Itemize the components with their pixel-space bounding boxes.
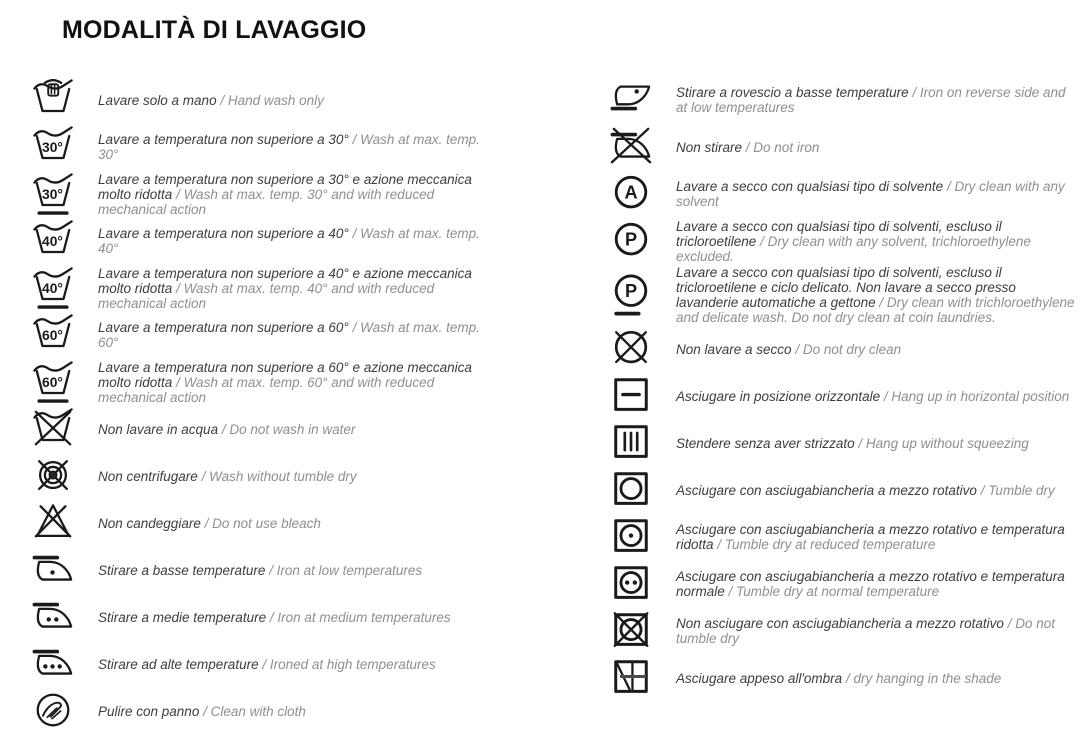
- label-italian: Non stirare: [676, 139, 743, 155]
- label-italian: Non lavare a secco: [676, 341, 792, 357]
- care-label: [98, 704, 306, 719]
- label-italian: Asciugare con asciugabiancheria a mezzo rotativo: [676, 482, 977, 498]
- columns-wrapper: [30, 77, 1090, 735]
- svg-text:60°: 60°: [42, 374, 63, 391]
- hand-wash-icon: [30, 77, 76, 123]
- label-italian: Lavare a temperatura non superiore a 40° e azione meccanica molto ridotta: [98, 265, 472, 296]
- care-label: [676, 85, 1076, 115]
- care-row: [30, 218, 578, 264]
- cropped-element-mark: [620, 675, 646, 678]
- care-label: [98, 320, 498, 350]
- care-label: [98, 516, 321, 531]
- care-label: [676, 219, 1076, 264]
- label-english: / Do not use bleach: [204, 515, 321, 531]
- care-label: [98, 226, 498, 256]
- no-iron-icon: [608, 124, 654, 170]
- care-label: [676, 616, 1076, 646]
- dry-clean-circle-underline-p-icon: [608, 272, 654, 318]
- no-dry-clean-icon: [608, 326, 654, 372]
- care-label: [98, 132, 498, 162]
- label-italian: Asciugare in posizione orizzontale: [676, 388, 881, 404]
- care-row: [608, 373, 1090, 419]
- dry-in-shade-icon: [608, 655, 654, 701]
- care-label: [676, 265, 1076, 325]
- iron-reverse-icon: [608, 77, 654, 123]
- tumble-dry-2-dot-icon: [608, 561, 654, 607]
- label-english: / Wash at max. temp. 60°: [98, 320, 480, 350]
- care-label: [676, 671, 1001, 686]
- care-label: [98, 93, 324, 108]
- label-italian: Lavare a temperatura non superiore a 60° e azione meccanica molto ridotta: [98, 359, 472, 390]
- label-italian: Stirare a basse temperature: [98, 562, 266, 578]
- tumble-dry-icon: [608, 467, 654, 513]
- dry-flat-icon: [608, 373, 654, 419]
- clean-with-cloth-icon: [30, 688, 76, 734]
- label-italian: Lavare a secco con qualsiasi tipo di solventi, escluso il tricloroetilene e ciclo delicato. Non lavare a secco presso lavanderie automatiche a gettone: [676, 265, 1016, 310]
- care-row: [30, 594, 578, 640]
- label-english: / Clean with cloth: [203, 703, 306, 719]
- label-english: / Do not tumble dry: [676, 616, 1055, 646]
- svg-text:60°: 60°: [42, 327, 63, 344]
- label-italian: Non asciugare con asciugabiancheria a mezzo rotativo: [676, 616, 1004, 631]
- dry-clean-circle-a-icon: [608, 171, 654, 217]
- left-column: [30, 77, 578, 735]
- label-english: / Dry clean with any solvent, trichloroethylene excluded.: [676, 233, 1031, 264]
- care-row: [608, 77, 1090, 123]
- label-english: / Wash at max. temp. 40° and with reduced mechanical action: [98, 280, 435, 311]
- drip-dry-icon: [608, 420, 654, 466]
- wash-30-icon: [30, 124, 76, 170]
- label-italian: Stirare ad alte temperature: [98, 656, 259, 672]
- care-row: [30, 359, 578, 405]
- label-english: / Hang up without squeezing: [858, 435, 1029, 451]
- wash-underline-30-icon: [30, 171, 76, 217]
- care-row: [608, 265, 1090, 325]
- care-label: [98, 657, 436, 672]
- care-label: [676, 389, 1069, 404]
- iron-2-dot-icon: [30, 594, 76, 640]
- care-label: [676, 179, 1076, 209]
- label-english: / Wash at max. temp. 40°: [98, 226, 480, 256]
- label-english: / Do not dry clean: [795, 341, 902, 357]
- no-bleach-icon: [30, 500, 76, 546]
- care-label: [98, 172, 498, 217]
- wash-60-icon: [30, 312, 76, 358]
- svg-text:P: P: [624, 280, 638, 301]
- label-english: / Hang up in horizontal position: [883, 388, 1070, 404]
- right-column: [608, 77, 1090, 735]
- care-row: [30, 641, 578, 687]
- care-row: [608, 218, 1090, 264]
- label-italian: Non candeggiare: [98, 515, 201, 531]
- tumble-dry-1-dot-icon: [608, 514, 654, 560]
- label-english: / Wash at max. temp. 30°: [98, 132, 480, 162]
- label-italian: Asciugare con asciugabiancheria a mezzo rotativo e temperatura ridotta: [676, 522, 1065, 552]
- care-label: [676, 483, 1055, 498]
- wash-underline-60-icon: [30, 359, 76, 405]
- wash-underline-40-icon: [30, 265, 76, 311]
- label-italian: Stendere senza aver strizzato: [676, 435, 855, 451]
- label-english: / Wash without tumble dry: [201, 468, 357, 484]
- label-english: / Tumble dry at reduced temperature: [717, 537, 936, 552]
- label-english: / Ironed at high temperatures: [262, 656, 436, 672]
- care-label: [98, 266, 498, 311]
- care-row: [608, 124, 1090, 170]
- care-row: [608, 514, 1090, 560]
- care-row: [608, 655, 1090, 701]
- care-label: [98, 610, 451, 625]
- care-label: [676, 342, 901, 357]
- care-guide-page: [0, 16, 1090, 735]
- label-italian: Lavare a temperatura non superiore a 30°: [98, 132, 349, 147]
- label-italian: Stirare a medie temperature: [98, 609, 267, 625]
- label-italian: Lavare a temperatura non superiore a 60°: [98, 320, 349, 335]
- iron-1-dot-icon: [30, 547, 76, 593]
- label-english: / Wash at max. temp. 30° and with reduced mechanical action: [98, 186, 435, 217]
- label-english: / Do not iron: [745, 139, 820, 155]
- label-italian: Non lavare in acqua: [98, 421, 219, 437]
- svg-text:40°: 40°: [42, 280, 63, 297]
- svg-text:P: P: [624, 229, 638, 250]
- care-row: [30, 688, 578, 734]
- care-row: [30, 77, 578, 123]
- label-italian: Lavare solo a mano: [98, 92, 217, 108]
- label-english: / Dry clean with trichloroethylene and delicate wash. Do not dry clean at coin laundries.: [676, 295, 1075, 325]
- label-italian: Pulire con panno: [98, 703, 200, 719]
- care-row: [30, 265, 578, 311]
- care-label: [98, 422, 355, 437]
- care-row: [608, 171, 1090, 217]
- dry-clean-circle-p-icon: [608, 218, 654, 264]
- care-label: [676, 140, 819, 155]
- care-label: [676, 522, 1076, 552]
- label-english: / Do not wash in water: [221, 421, 356, 437]
- label-english: / Tumble dry at normal temperature: [728, 584, 940, 599]
- care-label: [676, 569, 1076, 599]
- care-row: [30, 171, 578, 217]
- care-row: [30, 124, 578, 170]
- label-italian: Non centrifugare: [98, 468, 198, 484]
- label-italian: Stirare a rovescio a basse temperature: [676, 85, 909, 100]
- no-tumble-dry-icon: [608, 608, 654, 654]
- label-english: / Tumble dry: [980, 482, 1055, 498]
- svg-text:30°: 30°: [42, 186, 63, 203]
- care-row: [608, 561, 1090, 607]
- label-english: / Wash at max. temp. 60° and with reduced mechanical action: [98, 374, 435, 405]
- no-spin-icon: [30, 453, 76, 499]
- care-label: [98, 469, 357, 484]
- label-english: / Hand wash only: [220, 92, 324, 108]
- iron-3-dot-icon: [30, 641, 76, 687]
- label-italian: Asciugare appeso all'ombra: [676, 670, 843, 686]
- care-row: [30, 406, 578, 452]
- care-label: [98, 563, 422, 578]
- svg-text:30°: 30°: [42, 139, 63, 156]
- care-row: [30, 453, 578, 499]
- care-label: [676, 436, 1029, 451]
- care-row: [30, 500, 578, 546]
- care-row: [608, 420, 1090, 466]
- care-row: [608, 608, 1090, 654]
- label-italian: Lavare a secco con qualsiasi tipo di solvente: [676, 179, 944, 194]
- label-english: / Iron at low temperatures: [269, 562, 423, 578]
- label-english: / Dry clean with any solvent: [676, 179, 1065, 209]
- care-row: [608, 467, 1090, 513]
- care-row: [30, 312, 578, 358]
- label-italian: Asciugare con asciugabiancheria a mezzo rotativo e temperatura normale: [676, 569, 1065, 599]
- no-wash-icon: [30, 406, 76, 452]
- label-italian: Lavare a temperatura non superiore a 30° e azione meccanica molto ridotta: [98, 171, 472, 202]
- care-row: [608, 326, 1090, 372]
- label-italian: Lavare a temperatura non superiore a 40°: [98, 226, 349, 241]
- svg-text:A: A: [624, 182, 638, 203]
- label-english: / Iron at medium temperatures: [269, 609, 451, 625]
- label-italian: Lavare a secco con qualsiasi tipo di solventi, escluso il tricloroetilene: [676, 218, 1002, 249]
- care-label: [98, 360, 498, 405]
- care-row: [30, 547, 578, 593]
- svg-text:40°: 40°: [42, 233, 63, 250]
- page-title: MODALITÀ DI LAVAGGIO: [62, 16, 367, 44]
- label-english: / dry hanging in the shade: [845, 670, 1002, 686]
- label-english: / Iron on reverse side and at low temperatures: [676, 85, 1066, 115]
- wash-40-icon: [30, 218, 76, 264]
